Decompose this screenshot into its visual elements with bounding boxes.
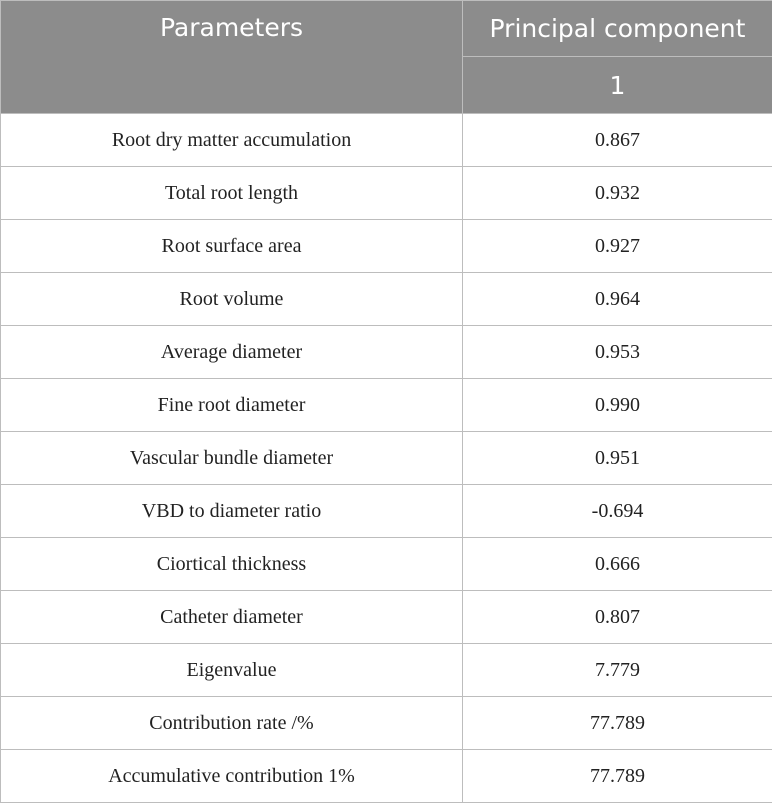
value-cell: 0.990: [463, 379, 772, 432]
table-row: [1, 114, 772, 167]
table-row: [1, 750, 772, 803]
value-cell: 0.932: [463, 167, 772, 220]
table-row: [1, 379, 772, 432]
table-row: [1, 432, 772, 485]
table-row: [1, 273, 772, 326]
value-cell: 0.927: [463, 220, 772, 273]
table-body: [1, 114, 772, 803]
value-cell: 0.807: [463, 591, 772, 644]
header-principal-component: Principal component: [463, 1, 772, 57]
header-row-1: [1, 1, 772, 57]
parameter-cell: Root surface area: [1, 220, 463, 273]
value-cell: 0.964: [463, 273, 772, 326]
parameter-cell: Accumulative contribution 1%: [1, 750, 463, 803]
table-row: [1, 326, 772, 379]
value-cell: 0.666: [463, 538, 772, 591]
header-component-number: 1: [463, 57, 772, 114]
parameter-cell: Vascular bundle diameter: [1, 432, 463, 485]
parameter-cell: Total root length: [1, 167, 463, 220]
table-row: [1, 591, 772, 644]
table-row: [1, 538, 772, 591]
table-row: [1, 167, 772, 220]
table-row: [1, 485, 772, 538]
table-row: [1, 697, 772, 750]
table-row: [1, 644, 772, 697]
value-cell: 77.789: [463, 697, 772, 750]
table-row: [1, 220, 772, 273]
parameter-cell: Root volume: [1, 273, 463, 326]
parameter-cell: Average diameter: [1, 326, 463, 379]
parameter-cell: Ciortical thickness: [1, 538, 463, 591]
value-cell: 0.867: [463, 114, 772, 167]
parameter-cell: Eigenvalue: [1, 644, 463, 697]
value-cell: 0.951: [463, 432, 772, 485]
parameter-cell: Contribution rate /%: [1, 697, 463, 750]
value-cell: 0.953: [463, 326, 772, 379]
value-cell: 77.789: [463, 750, 772, 803]
parameter-cell: Catheter diameter: [1, 591, 463, 644]
parameter-cell: VBD to diameter ratio: [1, 485, 463, 538]
table-header: [1, 1, 772, 114]
value-cell: -0.694: [463, 485, 772, 538]
parameter-cell: Root dry matter accumulation: [1, 114, 463, 167]
parameter-cell: Fine root diameter: [1, 379, 463, 432]
value-cell: 7.779: [463, 644, 772, 697]
header-parameters: Parameters: [1, 1, 463, 114]
